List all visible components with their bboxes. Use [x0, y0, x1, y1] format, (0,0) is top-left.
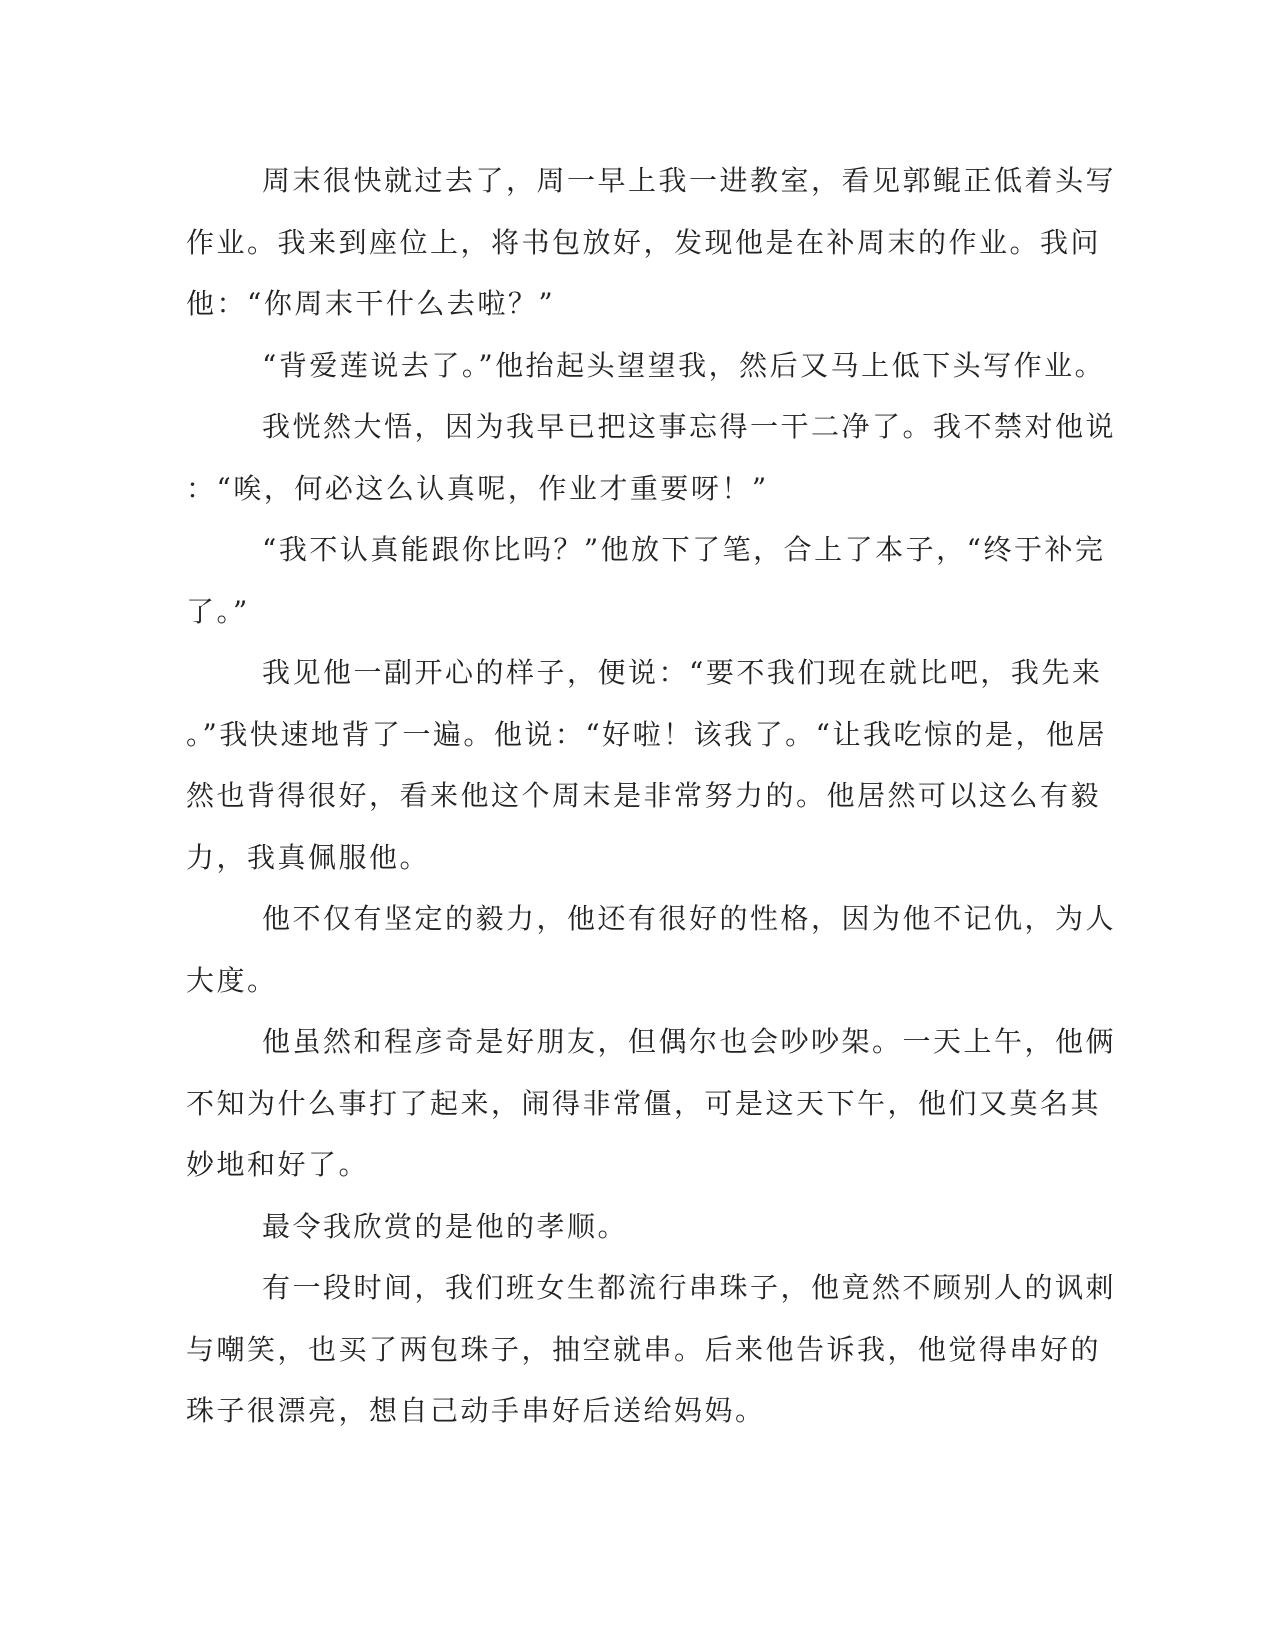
text-line: ：“唉，何必这么认真呢，作业才重要呀！” [186, 471, 769, 505]
text-line: “背爱莲说去了。”他抬起头望望我，然后又马上低下头写作业。 [262, 348, 1106, 382]
text-line: 周末很快就过去了，周一早上我一进教室，看见郭鲲正低着头写 [262, 164, 1117, 197]
text-line: 作业。我来到座位上，将书包放好，发现他是在补周末的作业。我问 [186, 225, 1102, 259]
text-line: 我恍然大悟，因为我早已把这事忘得一干二净了。我不禁对他说 [262, 410, 1117, 443]
text-line: 大度。 [186, 963, 278, 997]
text-line: “我不认真能跟你比吗？”他放下了笔，合上了本子，“终于补完 [262, 533, 1106, 566]
text-line: 他：“你周末干什么去啦？” [186, 287, 556, 320]
text-line: 力，我真佩服他。 [186, 840, 431, 874]
text-line: 有一段时间，我们班女生都流行串珠子，他竟然不顾别人的讽刺 [262, 1271, 1117, 1304]
text-line: 。”我快速地背了一遍。他说：“好啦！该我了。“让我吃惊的是，他居 [186, 717, 1107, 751]
text-line: 与嘲笑，也买了两包珠子，抽空就串。后来他告诉我，他觉得串好的 [186, 1332, 1102, 1366]
text-line: 他不仅有坚定的毅力，他还有很好的性格，因为他不记仇，为人 [262, 902, 1117, 935]
text-line: 他虽然和程彦奇是好朋友，但偶尔也会吵吵架。一天上午，他俩 [262, 1025, 1117, 1058]
text-line: 珠子很漂亮，想自己动手串好后送给妈妈。 [186, 1394, 766, 1427]
text-line: 然也背得很好，看来他这个周末是非常努力的。他居然可以这么有毅 [186, 779, 1102, 812]
body-text [186, 150, 1117, 1442]
text-line: 了。” [186, 594, 250, 628]
text-line: 妙地和好了。 [186, 1148, 370, 1181]
text-line: 最令我欣赏的是他的孝顺。 [262, 1209, 629, 1243]
text-line: 我见他一副开心的样子，便说：“要不我们现在就比吧，我先来 [262, 656, 1103, 689]
text-line: 不知为什么事打了起来，闹得非常僵，可是这天下午，他们又莫名其 [186, 1086, 1102, 1120]
